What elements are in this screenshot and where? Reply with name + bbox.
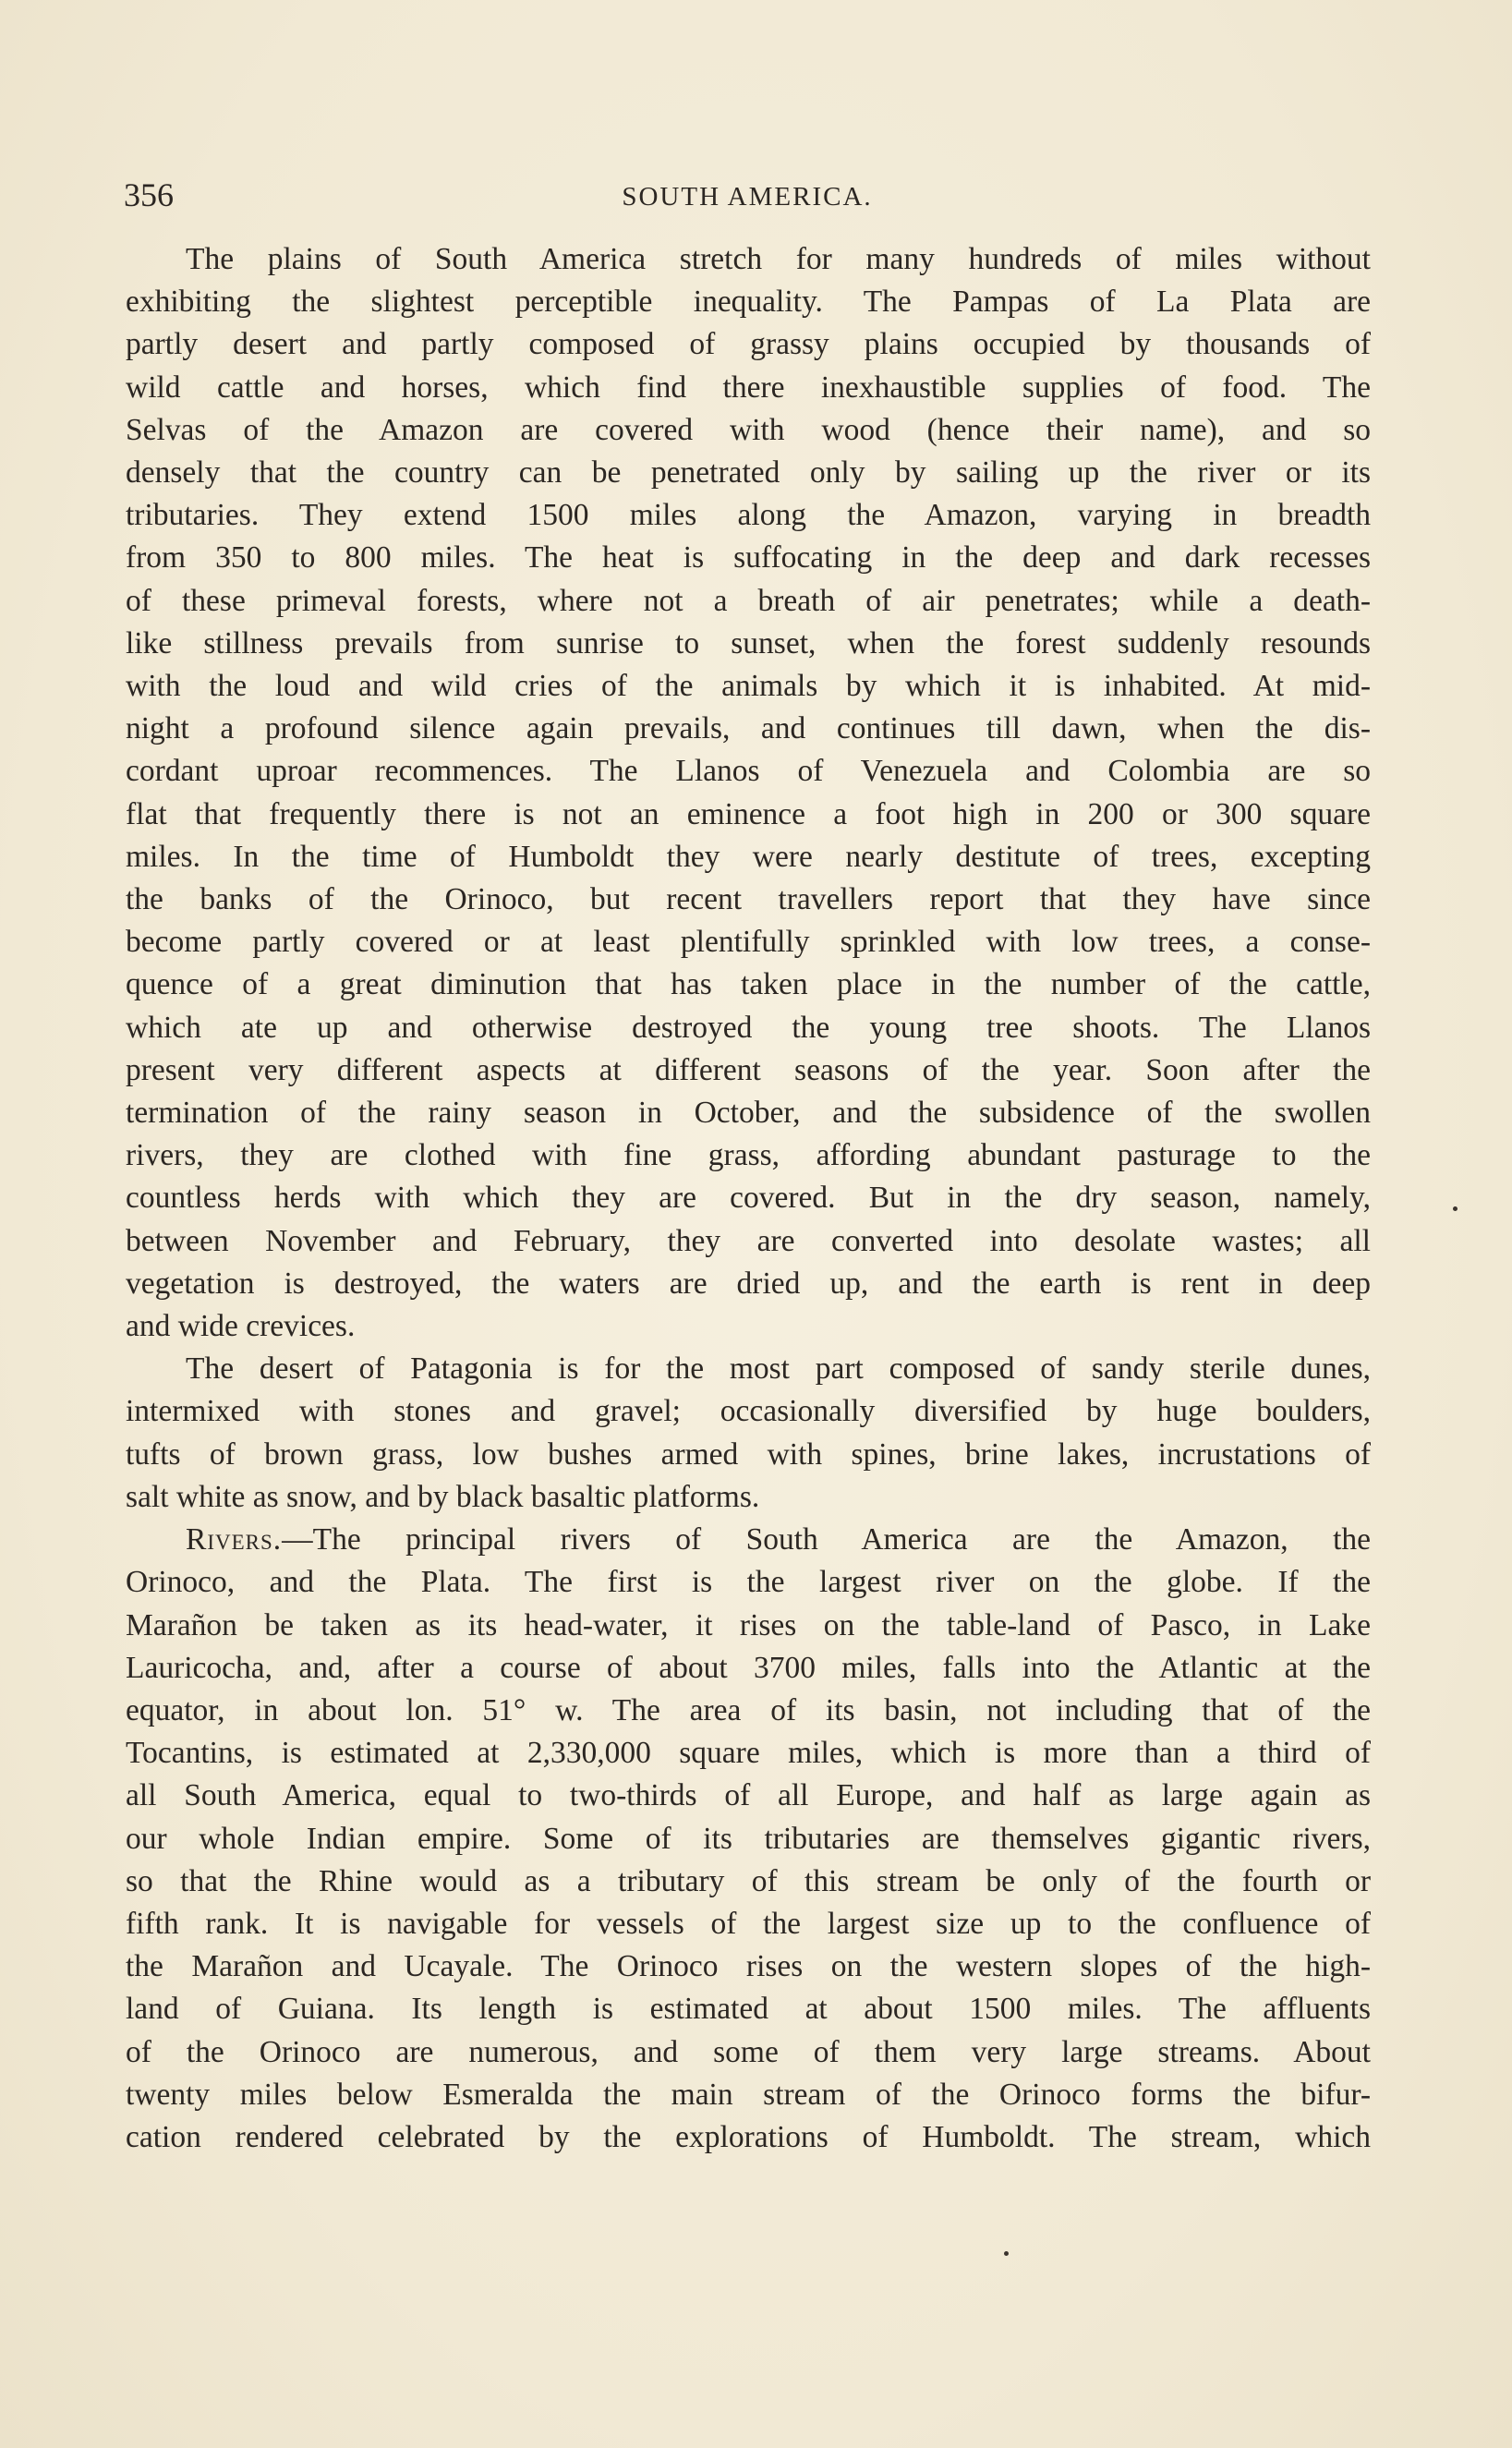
text-line: The desert of Patagonia is for the most part composed of sandy sterile dunes,: [186, 1351, 1371, 1387]
text-line: present very different aspects at different seasons of the year. Soon after the: [126, 1052, 1371, 1087]
text-line: [126, 1519, 1371, 1561]
text-line: of the Orinoco are numerous, and some of them very large streams. About: [126, 2034, 1371, 2069]
text-line: Selvas of the Amazon are covered with wood (hence their name), and so: [126, 412, 1371, 447]
text-line: salt white as snow, and by black basaltic platforms.: [126, 1479, 760, 1514]
text-line: flat that frequently there is not an eminence a foot high in 200 or 300 square: [126, 796, 1371, 831]
text-line: the banks of the Orinoco, but recent travellers report that they have since: [126, 882, 1371, 917]
paragraph-rivers: [126, 1519, 1371, 2159]
text-line: The plains of South America stretch for many hundreds of miles without: [186, 242, 1371, 276]
text-line: Tocantins, is estimated at 2,330,000 square miles, which is more than a third of: [126, 1736, 1371, 1771]
text-line: our whole Indian empire. Some of its tributaries are themselves gigantic rivers,: [126, 1821, 1371, 1856]
text-line: become partly covered or at least plentifully sprinkled with low trees, a conse-: [126, 925, 1371, 960]
text-line: twenty miles below Esmeralda the main stream of the Orinoco forms the bifur-: [126, 2077, 1371, 2112]
text-line: Orinoco, and the Plata. The first is the largest river on the globe. If the: [126, 1565, 1371, 1600]
page-header-title: SOUTH AMERICA.: [622, 182, 873, 212]
text-run: —The principal rivers of South America are the Amazon, the: [282, 1522, 1371, 1557]
text-line: exhibiting the slightest perceptible inequality. The Pampas of La Plata are: [126, 285, 1371, 320]
text-line: wild cattle and horses, which find there inexhaustible supplies of food. The: [126, 370, 1371, 405]
text-line: tributaries. They extend 1500 miles along the Amazon, varying in breadth: [126, 498, 1371, 533]
text-line: and wide crevices.: [126, 1309, 356, 1344]
text-line: intermixed with stones and gravel; occasionally diversified by huge boulders,: [126, 1394, 1371, 1429]
print-speck: [1453, 1206, 1458, 1211]
text-line: land of Guiana. Its length is estimated at about 1500 miles. The affluents: [126, 1992, 1371, 2027]
text-line: of these primeval forests, where not a breath of air penetrates; while a death-: [126, 583, 1371, 618]
running-head: [124, 172, 1371, 218]
text-line: so that the Rhine would as a tributary of this stream be only of the fourth or: [126, 1863, 1371, 1898]
page-number: 356: [124, 176, 174, 213]
text-line: rivers, they are clothed with fine grass, affording abundant pasturage to the: [126, 1138, 1371, 1173]
text-line: cordant uproar recommences. The Llanos of Venezuela and Colombia are so: [126, 754, 1371, 789]
paragraph-patagonia: [126, 1348, 1371, 1519]
text-line: partly desert and partly composed of grassy plains occupied by thousands of: [126, 327, 1371, 362]
text-line: from 350 to 800 miles. The heat is suffocating in the deep and dark recesses: [126, 540, 1371, 576]
section-heading-rivers: Rivers.: [186, 1522, 283, 1557]
print-speck: [1004, 2251, 1009, 2256]
text-line: densely that the country can be penetrated only by sailing up the river or its: [126, 455, 1371, 491]
text-line: Lauricocha, and, after a course of about 3700 miles, falls into the Atlantic at the: [126, 1650, 1371, 1685]
text-line: vegetation is destroyed, the waters are dried up, and the earth is rent in deep: [126, 1266, 1371, 1301]
text-line: quence of a great diminution that has taken place in the number of the cattle,: [126, 967, 1371, 1002]
body-text: [126, 238, 1371, 2159]
text-line: countless herds with which they are covered. But in the dry season, namely,: [126, 1181, 1371, 1216]
text-line: the Marañon and Ucayale. The Orinoco rises on the western slopes of the high-: [126, 1949, 1371, 1984]
text-line: which ate up and otherwise destroyed the young tree shoots. The Llanos: [126, 1010, 1371, 1045]
text-line: like stillness prevails from sunrise to sunset, when the forest suddenly resounds: [126, 625, 1371, 660]
text-line: with the loud and wild cries of the animals by which it is inhabited. At mid-: [126, 669, 1371, 704]
text-line: fifth rank. It is navigable for vessels of the largest size up to the confluence of: [126, 1906, 1371, 1941]
paragraph-plains: [126, 238, 1371, 1348]
text-line: tufts of brown grass, low bushes armed with spines, brine lakes, incrustations of: [126, 1436, 1371, 1472]
text-line: cation rendered celebrated by the explorations of Humboldt. The stream, which: [126, 2119, 1371, 2154]
text-line: miles. In the time of Humboldt they were nearly destitute of trees, excepting: [126, 839, 1371, 874]
text-line: night a profound silence again prevails, and continues till dawn, when the dis-: [126, 711, 1371, 746]
text-line: equator, in about lon. 51° w. The area of its basin, not including that of the: [126, 1692, 1371, 1727]
text-line: termination of the rainy season in October, and the subsidence of the swollen: [126, 1096, 1371, 1131]
text-line: Marañon be taken as its head-water, it rises on the table-land of Pasco, in Lake: [126, 1607, 1371, 1642]
text-line: all South America, equal to two-thirds of all Europe, and half as large again as: [126, 1778, 1371, 1813]
text-line: between November and February, they are converted into desolate wastes; all: [126, 1223, 1371, 1258]
